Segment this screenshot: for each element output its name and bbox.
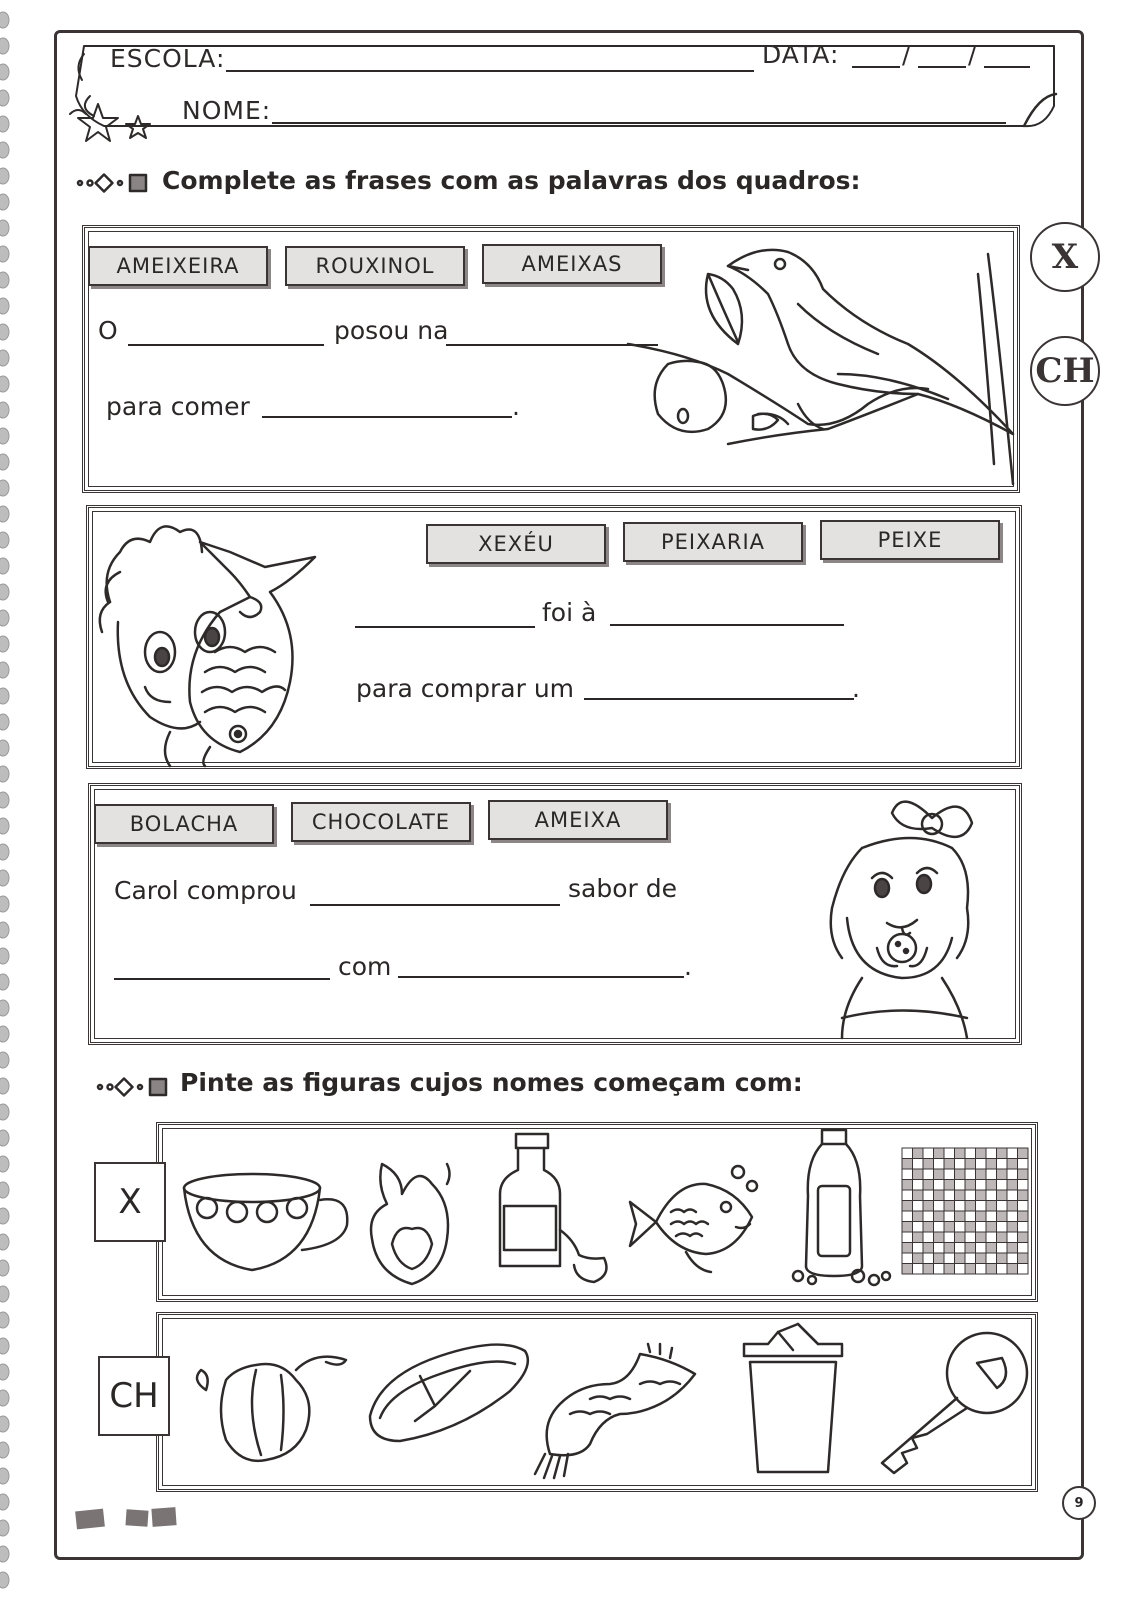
- cloth-square: [934, 1253, 945, 1264]
- word-rouxinol: ROUXINOL: [285, 246, 465, 286]
- cloth-square: [997, 1264, 1008, 1275]
- cloth-square: [986, 1222, 997, 1233]
- instruction-complete: Complete as frases com as palavras dos quadros:: [162, 166, 861, 195]
- ex3-blank-3[interactable]: [398, 976, 684, 978]
- binding-hole: [0, 714, 9, 730]
- binding-hole: [0, 428, 9, 444]
- shampoo-bottle-icon[interactable]: [786, 1126, 896, 1292]
- cloth-square: [944, 1253, 955, 1264]
- cloth-square: [934, 1190, 945, 1201]
- cloth-square: [986, 1201, 997, 1212]
- cloth-square: [986, 1232, 997, 1243]
- cloth-square: [955, 1169, 966, 1180]
- cloth-square: [1007, 1148, 1018, 1159]
- cloth-square: [913, 1201, 924, 1212]
- binding-hole: [0, 818, 9, 834]
- cloth-square: [913, 1211, 924, 1222]
- cloth-square: [997, 1159, 1008, 1170]
- binding-hole: [0, 1052, 9, 1068]
- word-xexeu: XEXÉU: [426, 524, 606, 564]
- cloth-square: [976, 1159, 987, 1170]
- binding-hole: [0, 1572, 9, 1588]
- cloth-square: [955, 1253, 966, 1264]
- ex3-blank-2[interactable]: [114, 978, 330, 980]
- cloth-square: [1018, 1159, 1029, 1170]
- cloth-square: [976, 1180, 987, 1191]
- binding-hole: [0, 1260, 9, 1276]
- footer-logo: [74, 1502, 184, 1532]
- cloth-square: [955, 1201, 966, 1212]
- cloth-square: [965, 1264, 976, 1275]
- instruction-paint: Pinte as figuras cujos nomes começam com:: [180, 1068, 803, 1097]
- cloth-square: [1007, 1190, 1018, 1201]
- cloth-square: [913, 1169, 924, 1180]
- cloth-square: [923, 1180, 934, 1191]
- ex1-sentence-line2: para comer: [106, 392, 250, 421]
- cloth-square: [965, 1190, 976, 1201]
- cloth-square: [934, 1211, 945, 1222]
- cloth-square: [934, 1148, 945, 1159]
- cloth-square: [944, 1148, 955, 1159]
- cloth-square: [965, 1201, 976, 1212]
- word-chocolate: CHOCOLATE: [291, 802, 471, 842]
- ex1-blank-1[interactable]: [128, 344, 324, 346]
- cloth-square: [955, 1159, 966, 1170]
- cloth-square: [913, 1222, 924, 1233]
- fish-icon[interactable]: [626, 1162, 760, 1276]
- binding-hole: [0, 64, 9, 80]
- bullet-icon: [94, 1076, 174, 1098]
- ex2-sentence-line2: para comprar um: [356, 674, 575, 703]
- cloth-square: [955, 1180, 966, 1191]
- cloth-square: [902, 1148, 913, 1159]
- binding-hole: [0, 350, 9, 366]
- binding-hole: [0, 740, 9, 756]
- cloth-square: [976, 1148, 987, 1159]
- cloth-square: [986, 1243, 997, 1254]
- cloth-square: [944, 1264, 955, 1275]
- date-year-field[interactable]: [984, 66, 1030, 68]
- cloth-square: [986, 1180, 997, 1191]
- binding-hole: [0, 324, 9, 340]
- binding-hole: [0, 1026, 9, 1042]
- cloth-square: [902, 1222, 913, 1233]
- cloth-square: [976, 1211, 987, 1222]
- cloth-square: [944, 1222, 955, 1233]
- cloth-square: [986, 1148, 997, 1159]
- spiral-binding: [0, 0, 14, 1600]
- binding-hole: [0, 246, 9, 262]
- cloth-square: [976, 1169, 987, 1180]
- cloth-square: [1007, 1169, 1018, 1180]
- binding-hole: [0, 168, 9, 184]
- cloth-square: [976, 1264, 987, 1275]
- cloth-square: [913, 1253, 924, 1264]
- cloth-square: [965, 1222, 976, 1233]
- girl-eating-cookie-icon: [822, 788, 992, 1040]
- cloth-square: [1007, 1243, 1018, 1254]
- nome-label: NOME:: [182, 96, 272, 125]
- cloth-square: [923, 1222, 934, 1233]
- cloth-square: [902, 1190, 913, 1201]
- cloth-square: [997, 1243, 1008, 1254]
- paint-letter-ch: CH: [98, 1356, 170, 1436]
- cloth-square: [944, 1169, 955, 1180]
- cloth-square: [934, 1222, 945, 1233]
- scarf-icon[interactable]: [530, 1344, 700, 1480]
- cloth-square: [944, 1201, 955, 1212]
- side-letter-ch: CH: [1030, 336, 1100, 406]
- cloth-square: [944, 1190, 955, 1201]
- paint-letter-x: X: [94, 1162, 166, 1242]
- binding-hole: [0, 1078, 9, 1094]
- date-month-field[interactable]: [918, 66, 966, 68]
- cloth-square: [976, 1222, 987, 1233]
- boy-holding-fish-icon: [90, 512, 330, 766]
- cloth-square: [965, 1169, 976, 1180]
- cloth-square: [1018, 1232, 1029, 1243]
- cloth-square: [1018, 1222, 1029, 1233]
- cloth-square: [965, 1232, 976, 1243]
- cloth-square: [934, 1201, 945, 1212]
- cloth-square: [986, 1264, 997, 1275]
- binding-hole: [0, 376, 9, 392]
- cloth-square: [976, 1243, 987, 1254]
- binding-hole: [0, 636, 9, 652]
- cloth-square: [1018, 1148, 1029, 1159]
- cloth-square: [913, 1180, 924, 1191]
- cloth-square: [913, 1243, 924, 1254]
- chayote-icon[interactable]: [186, 1340, 356, 1470]
- cloth-square: [955, 1243, 966, 1254]
- binding-hole: [0, 1286, 9, 1302]
- cloth-square: [976, 1190, 987, 1201]
- cloth-square: [965, 1243, 976, 1254]
- binding-hole: [0, 90, 9, 106]
- ex3-period: .: [684, 952, 692, 981]
- date-day-field[interactable]: [852, 66, 900, 68]
- cloth-square: [1007, 1201, 1018, 1212]
- cloth-square: [1018, 1243, 1029, 1254]
- binding-hole: [0, 1130, 9, 1146]
- binding-hole: [0, 194, 9, 210]
- cloth-square: [986, 1169, 997, 1180]
- cloth-square: [1018, 1211, 1029, 1222]
- binding-hole: [0, 948, 9, 964]
- cloth-square: [913, 1148, 924, 1159]
- cloth-square: [923, 1232, 934, 1243]
- ex3-sentence-start: Carol comprou: [114, 876, 297, 905]
- ex3-sentence-middle: sabor de: [568, 874, 677, 903]
- cloth-square: [976, 1232, 987, 1243]
- binding-hole: [0, 896, 9, 912]
- cloth-square: [1007, 1159, 1018, 1170]
- cloth-square: [902, 1264, 913, 1275]
- checkered-cloth-icon[interactable]: [898, 1146, 1034, 1276]
- cloth-square: [997, 1180, 1008, 1191]
- cloth-square: [986, 1253, 997, 1264]
- binding-hole: [0, 766, 9, 782]
- binding-hole: [0, 454, 9, 470]
- binding-hole: [0, 38, 9, 54]
- word-peixaria: PEIXARIA: [623, 522, 803, 562]
- bullet-icon: [74, 172, 154, 194]
- cloth-square: [944, 1159, 955, 1170]
- cloth-square: [955, 1264, 966, 1275]
- binding-hole: [0, 1468, 9, 1484]
- cloth-square: [997, 1148, 1008, 1159]
- ex1-sentence-middle: posou na: [334, 316, 449, 345]
- cloth-square: [997, 1169, 1008, 1180]
- binding-hole: [0, 1338, 9, 1354]
- cloth-square: [902, 1211, 913, 1222]
- cloth-square: [1007, 1264, 1018, 1275]
- ex2-blank-2[interactable]: [610, 624, 844, 626]
- cloth-square: [965, 1211, 976, 1222]
- cloth-square: [1007, 1180, 1018, 1191]
- date-separator-2: /: [968, 40, 978, 69]
- cloth-square: [923, 1159, 934, 1170]
- binding-hole: [0, 1234, 9, 1250]
- ex3-blank-1[interactable]: [310, 904, 560, 906]
- cloth-square: [955, 1190, 966, 1201]
- data-label: DATA:: [762, 40, 840, 69]
- cloth-square: [902, 1201, 913, 1212]
- binding-hole: [0, 974, 9, 990]
- binding-hole: [0, 1364, 9, 1380]
- cloth-square: [934, 1159, 945, 1170]
- binding-hole: [0, 298, 9, 314]
- cloth-square: [1007, 1253, 1018, 1264]
- cloth-square: [923, 1211, 934, 1222]
- word-ameixa: AMEIXA: [488, 800, 668, 840]
- binding-hole: [0, 1182, 9, 1198]
- cloth-square: [986, 1159, 997, 1170]
- binding-hole: [0, 1104, 9, 1120]
- binding-hole: [0, 1416, 9, 1432]
- binding-hole: [0, 792, 9, 808]
- cloth-square: [976, 1253, 987, 1264]
- ex2-sentence-middle: foi à: [542, 598, 597, 627]
- cloth-square: [1018, 1190, 1029, 1201]
- binding-hole: [0, 1494, 9, 1510]
- cloth-square: [934, 1169, 945, 1180]
- binding-hole: [0, 1156, 9, 1172]
- cloth-square: [1007, 1211, 1018, 1222]
- cloth-square: [913, 1159, 924, 1170]
- cloth-square: [923, 1243, 934, 1254]
- binding-hole: [0, 1208, 9, 1224]
- fire-icon[interactable]: [362, 1144, 462, 1288]
- cloth-square: [1018, 1180, 1029, 1191]
- cloth-square: [965, 1159, 976, 1170]
- cloth-square: [934, 1264, 945, 1275]
- binding-hole: [0, 506, 9, 522]
- cup-icon[interactable]: [182, 1170, 352, 1274]
- word-ameixas: AMEIXAS: [482, 244, 662, 284]
- binding-hole: [0, 1312, 9, 1328]
- cloth-square: [997, 1222, 1008, 1233]
- ex1-blank-2[interactable]: [446, 344, 658, 346]
- ex2-blank-3[interactable]: [584, 698, 854, 700]
- cloth-square: [934, 1232, 945, 1243]
- cloth-square: [923, 1253, 934, 1264]
- cloth-square: [923, 1190, 934, 1201]
- syrup-bottle-icon[interactable]: [494, 1130, 614, 1290]
- cloth-square: [997, 1253, 1008, 1264]
- cloth-square: [955, 1148, 966, 1159]
- nightingale-bird-icon: [628, 234, 1020, 488]
- stars-icon: [68, 96, 158, 146]
- cloth-square: [955, 1211, 966, 1222]
- cloth-square: [1018, 1169, 1029, 1180]
- binding-hole: [0, 584, 9, 600]
- cloth-square: [944, 1243, 955, 1254]
- cloth-square: [997, 1201, 1008, 1212]
- binding-hole: [0, 142, 9, 158]
- binding-hole: [0, 220, 9, 236]
- cloth-square: [944, 1211, 955, 1222]
- cloth-square: [997, 1232, 1008, 1243]
- binding-hole: [0, 532, 9, 548]
- page-number: 9: [1062, 1486, 1096, 1520]
- binding-hole: [0, 870, 9, 886]
- binding-hole: [0, 116, 9, 132]
- cloth-square: [944, 1232, 955, 1243]
- binding-hole: [0, 922, 9, 938]
- ex1-blank-3[interactable]: [262, 416, 512, 418]
- binding-hole: [0, 272, 9, 288]
- cloth-square: [955, 1232, 966, 1243]
- cloth-square: [955, 1222, 966, 1233]
- binding-hole: [0, 12, 9, 28]
- cloth-square: [902, 1253, 913, 1264]
- binding-hole: [0, 844, 9, 860]
- binding-hole: [0, 1442, 9, 1458]
- trash-can-icon[interactable]: [738, 1322, 848, 1482]
- binding-hole: [0, 688, 9, 704]
- cloth-square: [902, 1232, 913, 1243]
- flip-flop-icon[interactable]: [360, 1336, 536, 1448]
- cloth-square: [965, 1180, 976, 1191]
- cloth-square: [913, 1264, 924, 1275]
- cloth-square: [1018, 1201, 1029, 1212]
- binding-hole: [0, 1546, 9, 1562]
- word-ameixeira: AMEIXEIRA: [88, 246, 268, 286]
- word-peixe: PEIXE: [820, 520, 1000, 560]
- nome-field[interactable]: [272, 122, 1006, 124]
- binding-hole: [0, 1000, 9, 1016]
- escola-field[interactable]: [226, 70, 754, 72]
- cloth-square: [902, 1243, 913, 1254]
- cloth-square: [976, 1201, 987, 1212]
- escola-label: ESCOLA:: [110, 44, 226, 73]
- binding-hole: [0, 1520, 9, 1536]
- cloth-square: [934, 1243, 945, 1254]
- side-letter-x: X: [1030, 222, 1100, 292]
- cloth-square: [902, 1180, 913, 1191]
- cloth-square: [923, 1264, 934, 1275]
- cloth-square: [1018, 1264, 1029, 1275]
- cloth-square: [986, 1211, 997, 1222]
- cloth-square: [986, 1190, 997, 1201]
- binding-hole: [0, 402, 9, 418]
- cloth-square: [923, 1201, 934, 1212]
- cloth-square: [923, 1169, 934, 1180]
- cloth-square: [997, 1190, 1008, 1201]
- date-separator-1: /: [902, 40, 912, 69]
- word-bolacha: BOLACHA: [94, 804, 274, 844]
- binding-hole: [0, 610, 9, 626]
- cloth-square: [902, 1159, 913, 1170]
- ex2-blank-1[interactable]: [355, 626, 535, 628]
- binding-hole: [0, 662, 9, 678]
- binding-hole: [0, 558, 9, 574]
- cloth-square: [944, 1180, 955, 1191]
- ex3-sentence-line2: com: [338, 952, 392, 981]
- cloth-square: [934, 1180, 945, 1191]
- ex1-sentence-start: O: [98, 316, 118, 345]
- binding-hole: [0, 1390, 9, 1406]
- cloth-square: [965, 1253, 976, 1264]
- cloth-square: [923, 1148, 934, 1159]
- cloth-square: [1007, 1222, 1018, 1233]
- ex2-period: .: [852, 674, 860, 703]
- cloth-square: [1007, 1232, 1018, 1243]
- cloth-square: [997, 1211, 1008, 1222]
- binding-hole: [0, 480, 9, 496]
- cloth-square: [913, 1232, 924, 1243]
- cloth-square: [913, 1190, 924, 1201]
- key-icon[interactable]: [872, 1328, 1042, 1476]
- cloth-square: [965, 1148, 976, 1159]
- cloth-square: [902, 1169, 913, 1180]
- cloth-square: [1018, 1253, 1029, 1264]
- ex1-period: .: [512, 392, 520, 421]
